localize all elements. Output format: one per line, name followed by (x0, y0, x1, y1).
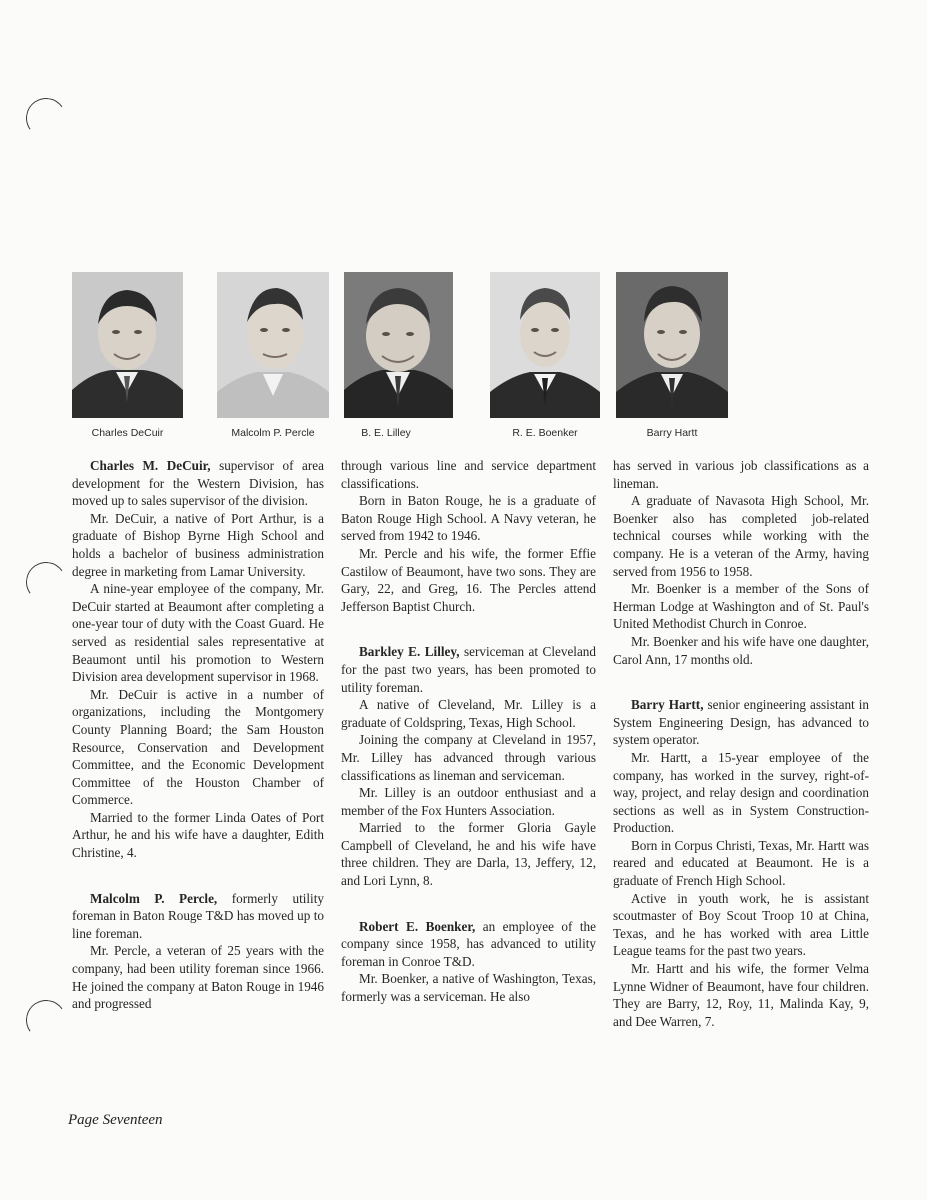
caption-percle: Malcolm P. Percle (231, 427, 315, 439)
decuir-paragraph-2: Mr. DeCuir, a native of Port Arthur, is a graduate of Bishop Byrne High School and holds a bachelor of business administration degree in marketing from Lamar University. (72, 510, 324, 579)
percle-paragraph-1 (72, 890, 324, 943)
boenker-paragraph-5: Mr. Boenker and his wife have one daughter, Carol Ann, 17 months old. (613, 633, 869, 667)
binder-hole-middle (23, 559, 69, 605)
column-2 (341, 457, 596, 1006)
decuir-paragraph-4: Mr. DeCuir is active in a number of organizations, including the Montgomery County Planning Board; the Sam Houston Resource, Conservation and Development Committee, and the Economic Development Committee of the Houston Chamber of Commerce. (72, 686, 324, 808)
lilley-paragraph-5: Married to the former Gloria Gayle Campbell of Cleveland, he and his wife have three children. They are Darla, 13, Jeffery, 12, and Lori Lynn, 8. (341, 820, 596, 889)
portrait-photo-boenker (490, 272, 600, 418)
hartt-paragraph-4: Active in youth work, he is assistant scoutmaster of Boy Scout Troop 10 at China, Texas, and he has worked with area Little League teams for the past two years. (613, 890, 869, 959)
portrait-photo-hartt (616, 272, 728, 418)
decuir-text-1: supervisor of area development for the Western Division, has moved up to sales supervisor of the division. (72, 458, 324, 509)
caption-decuir: Charles DeCuir (91, 427, 164, 439)
percle-text-1: formerly utility foreman in Baton Rouge T&D has moved up to line foreman. (72, 890, 324, 941)
caption-hartt: Barry Hartt (646, 427, 698, 439)
decuir-paragraph-5: Married to the former Linda Oates of Port Arthur, he and his wife have a daughter, Edith Christine, 4. (72, 809, 324, 861)
boenker-text-1: an employee of the company since 1958, has advanced to utility foreman in Conroe T&D. (341, 918, 596, 969)
hartt-paragraph-5: Mr. Hartt and his wife, the former Velma Lynne Widner of Beaumont, have four children. They are Barry, 12, Roy, 11, Malinda Kay, 9, and Dee Warren, 7. (613, 961, 869, 1029)
boenker-paragraph-1 (341, 918, 596, 971)
caption-boenker: R. E. Boenker (512, 427, 578, 439)
boenker-paragraph-2-cont: has served in various job classifications as a lineman. (613, 458, 869, 491)
percle-name: Malcolm P. Percle, (90, 890, 218, 906)
binder-hole-bottom (23, 997, 69, 1043)
decuir-paragraph-3: A nine-year employee of the company, Mr. DeCuir started at Beaumont after completing a one-year tour of duty with the Coast Guard. He served as residential sales representative at Beaumont until his promotion to Western Division area development supervisor in 1968. (72, 581, 324, 685)
portrait-photo-lilley (344, 272, 453, 418)
percle-paragraph-4: Mr. Percle and his wife, the former Effie Castilow of Beaumont, have two sons. They are Gary, 22, and Greg, 16. The Percles attend Jefferson Baptist Church. (341, 545, 596, 614)
hartt-paragraph-2: Mr. Hartt, a 15-year employee of the company, has worked in the survey, right-of-way, project, and relay design and coordination sections as well as in System Construction-Production. (613, 749, 869, 836)
portrait-photo-percle (217, 272, 329, 418)
caption-lilley: B. E. Lilley (361, 427, 411, 439)
boenker-paragraph-4: Mr. Boenker is a member of the Sons of Herman Lodge at Washington and of St. Paul's United Methodist Church in Conroe. (613, 581, 869, 632)
lilley-paragraph-4: Mr. Lilley is an outdoor enthusiast and a member of the Fox Hunters Association. (341, 785, 596, 818)
lilley-paragraph-2: A native of Cleveland, Mr. Lilley is a graduate of Coldspring, Texas, High School. (341, 697, 596, 730)
column-3 (613, 457, 869, 1030)
percle-paragraph-2: Mr. Percle, a veteran of 25 years with the company, had been utility foreman since 1966. He joined the company at Baton Rouge in 1946 and progressed (72, 943, 324, 1012)
lilley-name: Barkley E. Lilley, (359, 644, 460, 660)
column-1 (72, 457, 324, 1013)
boenker-paragraph-3: A graduate of Navasota High School, Mr. Boenker also has completed job-related technical courses while working with the company. He is a veteran of the Army, having served from 1956 to 1958. (613, 493, 869, 579)
percle-paragraph-2-cont: through various line and service department classifications. (341, 458, 596, 491)
portrait-photo-decuir (72, 272, 183, 418)
hartt-name: Barry Hartt, (631, 697, 704, 713)
boenker-name: Robert E. Boenker, (359, 918, 476, 934)
page-number-footer: Page Seventeen (68, 1112, 163, 1128)
hartt-text-1: senior engineering assistant in System Engineering Design, has advanced to system operator. (613, 697, 869, 748)
boenker-paragraph-2: Mr. Boenker, a native of Washington, Texas, formerly was a serviceman. He also (341, 971, 596, 1005)
lilley-text-1: serviceman at Cleveland for the past two years, has been promoted to utility foreman. (341, 644, 596, 695)
lilley-paragraph-1 (341, 643, 596, 696)
lilley-paragraph-3: Joining the company at Cleveland in 1957, Mr. Lilley has advanced through various classifications as lineman and serviceman. (341, 732, 596, 783)
percle-paragraph-3: Born in Baton Rouge, he is a graduate of Baton Rouge High School. A Navy veteran, he served from 1942 to 1946. (341, 493, 596, 544)
decuir-paragraph-1 (72, 457, 324, 510)
decuir-name: Charles M. DeCuir, (90, 458, 211, 473)
hartt-paragraph-3: Born in Corpus Christi, Texas, Mr. Hartt was reared and educated at Beaumont. He is a graduate of French High School. (613, 837, 869, 889)
hartt-paragraph-1 (613, 696, 869, 749)
binder-hole-top (23, 95, 69, 141)
